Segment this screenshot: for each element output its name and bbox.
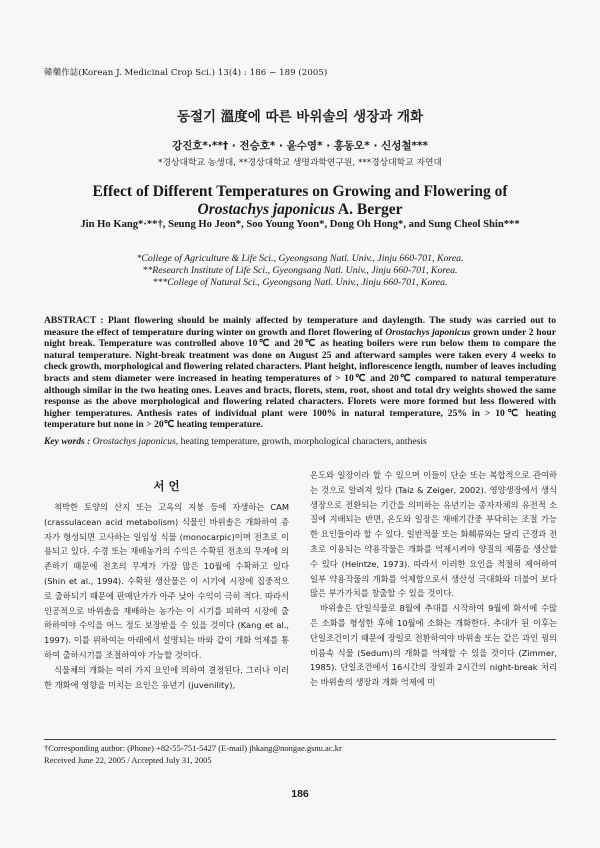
- english-affiliation-2: **Research Institute of Life Sci., Gyeongsang Natl. Univ., Jinju 660-701, Korea.: [142, 265, 458, 276]
- abstract-part2: grown under 2 hour night break. Temperature was controlled above 10℃ and 20℃ as heating boilers were run below them to compare the natural temperature. Night-break treatment was done on August 25 and afterward samples were taken every 4 weeks to check growth, morphological and flowering related characters. Plant height, inflorescence length, number of leaves including bracts and stem diameter were increased in heating temperatures of > 10℃ and 20℃ compared to natural temperature although similar in the two heating ones. Leaves and bracts, florets, stem, root, shoot and total dry weights showed the same response as the above morphological and flowering related characters. Florets were more formed but less flowered with higher temperatures. Anthesis rates of individual plant were 100% in natural temperature, 25% in > 10℃ heating temperature but none in > 20℃ heating temperature.: [44, 326, 556, 431]
- abstract-species: Orostachys japonicus: [385, 326, 471, 338]
- received-accepted-footnote: Received June 22, 2005 / Accepted July 31, 2005: [44, 755, 212, 765]
- section-heading-introduction: 서 언: [153, 479, 180, 493]
- journal-citation: 韓藥作誌(Korean J. Medicinal Crop Sci.) 13(4) : 186 − 189 (2005): [44, 68, 328, 78]
- english-title-line1: Effect of Different Temperatures on Growing and Flowering of: [92, 183, 508, 200]
- body-column-right: [310, 468, 557, 690]
- english-title-line2: [0, 201, 600, 219]
- body-paragraph: 척박한 토양의 산지 또는 고옥의 지붕 등에 자생하는 CAM (crassulacean acid metabolism) 식물인 바위솔은 개화하여 종자가 형성되면 고사하는 일임성 식물 (monocarpic)이며 전초로 이용되고 있다. 수경 또는 재배농가의 수익은 수확된 전초의 무게에 의존하기 때문에 전초의 무게가 가장 많은 10월에 수확하고 있다 (Shin et al., 1994). 수확된 생산물은 이 시기에 시장에 집중적으로 출하되기 때문에 판매단가가 아주 낮아 수익이 극히 적다. 따라서 인공적으로 바위솔을 재배하는 농가는 이 시기를 피하여 시장에 출하하여야 수익을 어느 정도 보장받을 수 있을 것이다 (Kang et al., 1997). 이를 위하여는 아래에서 설명되는 바와 같이 개화 억제를 통하여 출하시기를 조절하여야 가능할 것이다.: [44, 502, 289, 660]
- abstract-part1: ABSTRACT : Plant flowering should be mainly affected by temperature and daylength. The study was carried out to measure the effect of temperature during winter on growth and floret flowering of: [44, 315, 556, 338]
- english-affiliation-1: *College of Agriculture & Life Sci., Gyeongsang Natl. Univ., Jinju 660-701, Korea.: [136, 253, 464, 264]
- keywords-species: Orostachys japonicus: [92, 436, 176, 447]
- page-number: 186: [291, 788, 309, 800]
- footnote-divider: [44, 739, 556, 740]
- keywords-colon: :: [84, 436, 93, 447]
- english-title-species: Orostachys japonicus: [197, 201, 335, 218]
- corresponding-author-footnote: †Corresponding author: (Phone) +82-55-751-5427 (E-mail) jhkang@nongae.gsnu.ac.kr: [44, 743, 342, 753]
- english-title-author-suffix: A. Berger: [334, 201, 403, 218]
- body-column-left: [44, 500, 289, 692]
- keywords-rest: , heating temperature, growth, morphological characters, anthesis: [175, 436, 427, 447]
- english-authors: Jin Ho Kang*·**†, Seung Ho Jeon*, Soo Young Yoon*, Dong Oh Hong*, and Sung Cheol Shin***: [80, 219, 520, 230]
- keywords-label: Key words: [44, 436, 85, 447]
- english-affiliation-3: ***College of Natural Sci., Gyeongsang Natl. Univ., Jinju 660-701, Korea.: [152, 277, 448, 288]
- abstract: [44, 315, 556, 431]
- body-paragraph: 온도와 일장이라 할 수 있으며 이들이 단순 또는 복합적으로 관여하는 것으로 알려져 있다 (Taiz & Zeiger, 2002). 영양생장에서 생식생장으로 전환되는 기간을 의미하는 유년기는 종자자체의 유전적 소질에 지배되는 반면, 온도와 일장은 재배기간중 부닥히는 조절 가능한 요인들이라 할 수 있다. 일반적물 또는 화훼류와는 달리 근경과 전초로 이용되는 약용작물은 개화를 억제시켜야 양질의 제품을 생산할 수 있다 (Heintze, 1973). 따라서 이러한 요인을 적절히 제어하여 일부 약용작물의 개화를 억제함으로서 생산성 극대화와 더불어 보다 많은 부가가치를 창출할 수 있을 것이다.: [310, 470, 557, 599]
- korean-title: 동절기 溫度에 따른 바위솔의 생장과 개화: [176, 109, 424, 125]
- body-paragraph: 식물체의 개화는 여러 가지 요인에 의하여 결정된다. 그러나 이러한 개화에 영향을 미치는 요인은 유년기 (juvenility),: [44, 664, 289, 690]
- korean-authors: 강진호*·**† · 전승호* · 윤수영* · 홍동오* · 신성철***: [171, 140, 428, 152]
- body-paragraph: 바위솔은 단일식물로 8월에 추대를 시작하여 9월에 화서에 수많은 소화를 형성한 후에 10월에 소화는 개화한다. 추대가 된 이후는 단일조건이기 때문에 장일로 전환하여야 바위솔 또는 같은 과인 꿩의비름속 식물 (Sedum)의 개화를 억제할 수 있을 것이다 (Zimmer, 1985). 단일조건에서 16시간의 장일과 2시간의 night-break 처리는 바위솔의 생장과 개화 억제에 미: [310, 603, 557, 688]
- keywords: [44, 436, 556, 448]
- korean-affiliations: *경상대학교 농생대, **경상대학교 생명과학연구원, ***경상대학교 자연대: [158, 158, 442, 168]
